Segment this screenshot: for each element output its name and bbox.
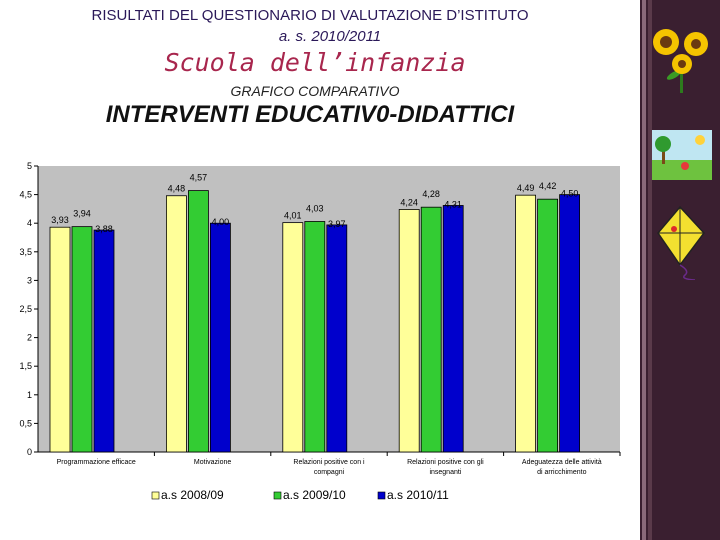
data-label: 4,49 — [516, 183, 535, 194]
bar — [516, 195, 536, 452]
data-label: 3,94 — [73, 208, 91, 219]
data-label: 3,88 — [95, 224, 113, 235]
bar — [283, 223, 303, 452]
legend-label: a.s 2010/11 — [387, 488, 449, 502]
y-tick-label: 2,5 — [19, 304, 32, 314]
y-tick-label: 2 — [26, 332, 32, 343]
data-label: 3,97 — [328, 218, 346, 229]
data-label: 4,28 — [422, 189, 440, 200]
school-year: a. s. 2010/2011 — [278, 28, 382, 45]
data-label: 4,01 — [284, 210, 302, 221]
bar-chart — [0, 150, 630, 520]
data-label: 4,50 — [560, 188, 579, 199]
header-title: RISULTATI DEL QUESTIONARIO DI VALUTAZIONE D’ISTITUTO — [91, 7, 529, 24]
data-label: 4,24 — [400, 197, 418, 208]
data-label: 4,42 — [538, 181, 557, 192]
y-tick-label: 4 — [26, 218, 32, 229]
bar — [50, 227, 70, 452]
legend-swatch — [274, 492, 281, 499]
x-tick-label: Relazioni positive con i — [293, 459, 365, 466]
legend-label: a.s 2009/10 — [283, 488, 346, 502]
bar — [305, 221, 325, 452]
x-tick-label: Relazioni positive con gli — [407, 459, 484, 466]
x-tick-label: di arricchimento — [537, 469, 587, 476]
y-tick-label: 5 — [26, 161, 32, 171]
bar — [443, 205, 463, 452]
data-label: 4,57 — [189, 172, 208, 183]
bar — [538, 199, 558, 452]
y-tick-label: 1 — [26, 389, 32, 400]
data-label: 4,31 — [444, 199, 462, 210]
legend-swatch — [152, 492, 159, 499]
x-tick-label: compagni — [313, 469, 345, 476]
sunflowers-image — [650, 20, 715, 95]
data-label: 3,93 — [51, 215, 69, 226]
x-tick-label: Motivazione — [193, 459, 232, 466]
bar — [327, 225, 347, 452]
landscape-image — [652, 130, 712, 180]
bar — [560, 195, 580, 452]
legend-swatch — [378, 492, 385, 499]
chart-title: INTERVENTI EDUCATIV0-DIDATTICI — [105, 101, 515, 128]
y-tick-label: 3,5 — [19, 246, 32, 257]
kite-image — [652, 205, 717, 280]
y-tick-label: 4,5 — [19, 189, 32, 200]
school-level-subtitle: Scuola dell’infanzia — [164, 48, 466, 77]
data-label: 4,48 — [167, 183, 186, 194]
legend-label: a.s 2008/09 — [161, 488, 224, 502]
data-label: 4,03 — [306, 203, 324, 214]
bar — [72, 227, 92, 452]
y-tick-label: 3 — [26, 275, 32, 286]
side-panel — [640, 0, 720, 540]
x-tick-label: insegnanti — [429, 469, 462, 476]
y-tick-label: 0 — [26, 447, 32, 457]
y-tick-label: 1,5 — [19, 361, 32, 372]
bar — [210, 223, 230, 452]
bar — [188, 191, 208, 452]
bar — [399, 209, 419, 452]
x-tick-label: Adeguatezza delle attività — [521, 459, 602, 466]
bar — [166, 196, 186, 452]
y-tick-label: 0,5 — [19, 418, 32, 429]
data-label: 4,00 — [211, 217, 230, 228]
bar — [94, 230, 114, 452]
graph-type-label: GRAFICO COMPARATIVO — [230, 83, 400, 99]
x-tick-label: Programmazione efficace — [56, 459, 136, 466]
bar — [421, 207, 441, 452]
